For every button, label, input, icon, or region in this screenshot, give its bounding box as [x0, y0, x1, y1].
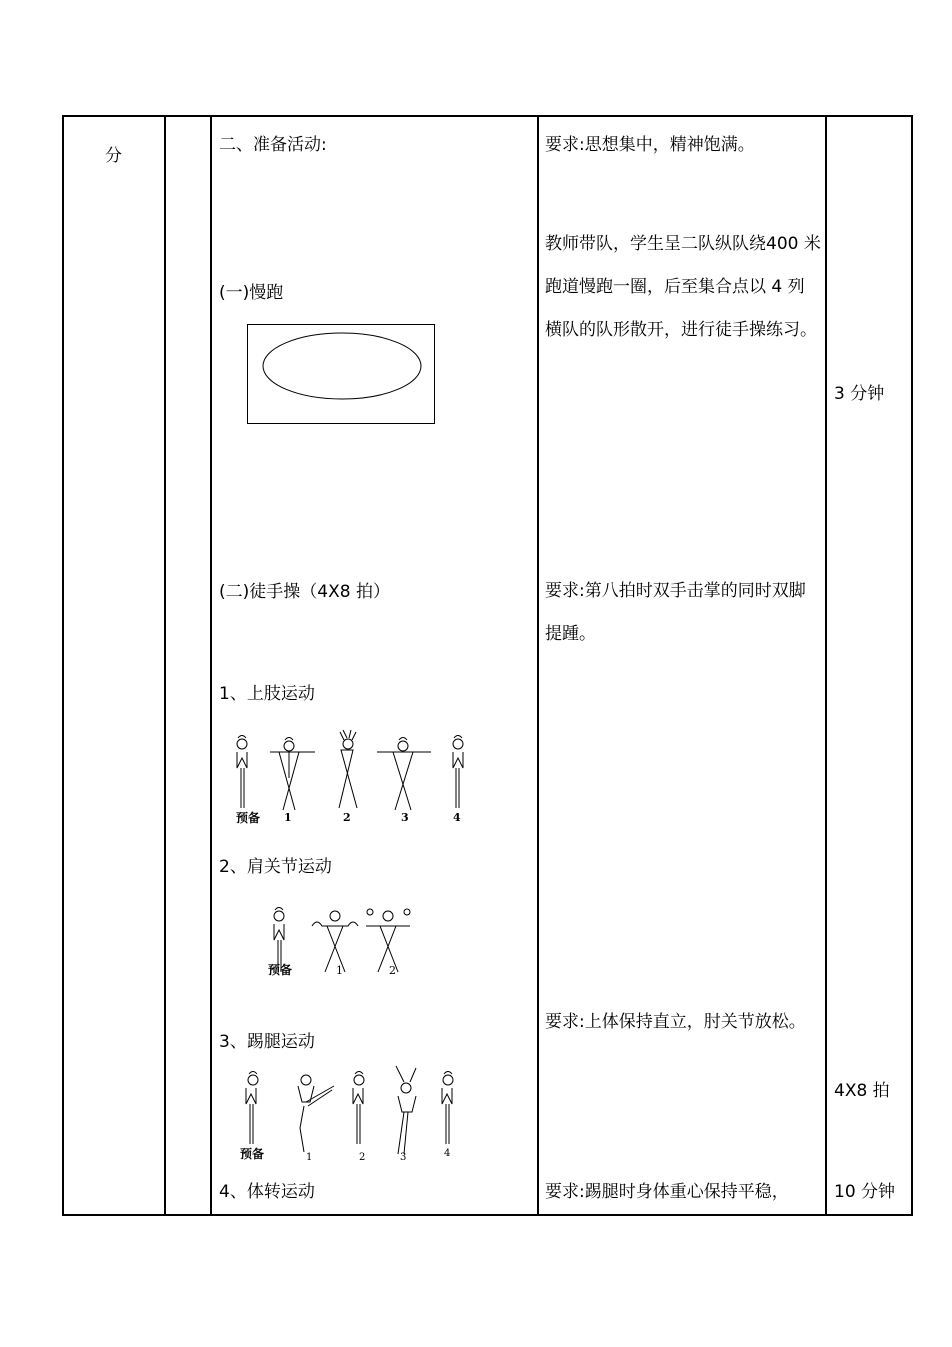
figure-caption: 4 — [444, 1148, 451, 1159]
stick-figure — [396, 1066, 416, 1154]
track-field-rect — [248, 325, 435, 424]
jog-requirement: 要求:思想集中，精神饱满。 — [545, 135, 755, 155]
stick-figure — [246, 1072, 258, 1145]
exercise-item-2-label: 2、肩关节运动 — [219, 857, 332, 877]
upper-body-requirement: 要求:上体保持直立，肘关节放松。 — [545, 1012, 806, 1032]
figure-caption: 1 — [306, 1152, 313, 1163]
figure-caption: 预备 — [236, 811, 261, 825]
exercise-item-4-label: 4、体转运动 — [219, 1182, 315, 1202]
kick-figures — [238, 1066, 468, 1166]
figure-caption: 2 — [343, 811, 351, 824]
figure-caption: 2 — [359, 1152, 366, 1163]
exercise-requirement: 要求:第八拍时双手击掌的同时双脚提踵。 — [545, 581, 806, 644]
stick-figure — [353, 1072, 364, 1145]
stick-figure — [377, 738, 431, 811]
stick-figure — [339, 730, 357, 808]
kick-requirement: 要求:踢腿时身体重心保持平稳， — [545, 1182, 789, 1202]
figure-caption: 2 — [389, 964, 396, 977]
figure-caption: 3 — [401, 811, 409, 824]
figure-caption: 4 — [453, 811, 461, 824]
stick-figure — [270, 738, 315, 811]
stick-figure — [237, 736, 247, 809]
beats-count: 4X8 拍 — [834, 1081, 890, 1101]
figure-caption: 预备 — [240, 1147, 265, 1161]
stick-figure — [442, 1072, 453, 1145]
figure-caption: 1 — [284, 811, 292, 824]
stick-figure — [366, 909, 410, 972]
column-divider — [210, 117, 212, 1214]
jog-description: 教师带队，学生呈二队纵队绕400 米跑道慢跑一圈，后至集合点以 4 列横队的队形散开，进行徒手操练习。 — [545, 234, 821, 340]
running-track-ellipse — [263, 333, 421, 399]
figure-caption: 1 — [336, 964, 343, 977]
jog-time: 3 分钟 — [834, 384, 885, 404]
stage-label: 分 — [105, 146, 122, 166]
figure-caption: 预备 — [268, 963, 293, 977]
column-divider — [164, 117, 166, 1214]
exercise-item-1-label: 1、上肢运动 — [219, 684, 315, 704]
upper-limb-figures — [225, 728, 475, 828]
stick-figure — [312, 911, 358, 972]
column-divider — [825, 117, 827, 1214]
exercise-item-3-label: 3、踢腿运动 — [219, 1032, 315, 1052]
shoulder-figures — [262, 906, 442, 976]
stick-figure — [298, 1075, 334, 1152]
figure-caption: 3 — [400, 1152, 407, 1163]
track-diagram — [247, 324, 436, 425]
jog-heading: (一)慢跑 — [219, 283, 284, 303]
column-divider — [537, 117, 539, 1214]
exercise-heading: (二)徒手操（4X8 拍） — [219, 582, 390, 602]
section-title: 二、准备活动: — [219, 135, 327, 155]
stick-figure — [453, 736, 463, 809]
exercise-time: 10 分钟 — [834, 1182, 896, 1202]
